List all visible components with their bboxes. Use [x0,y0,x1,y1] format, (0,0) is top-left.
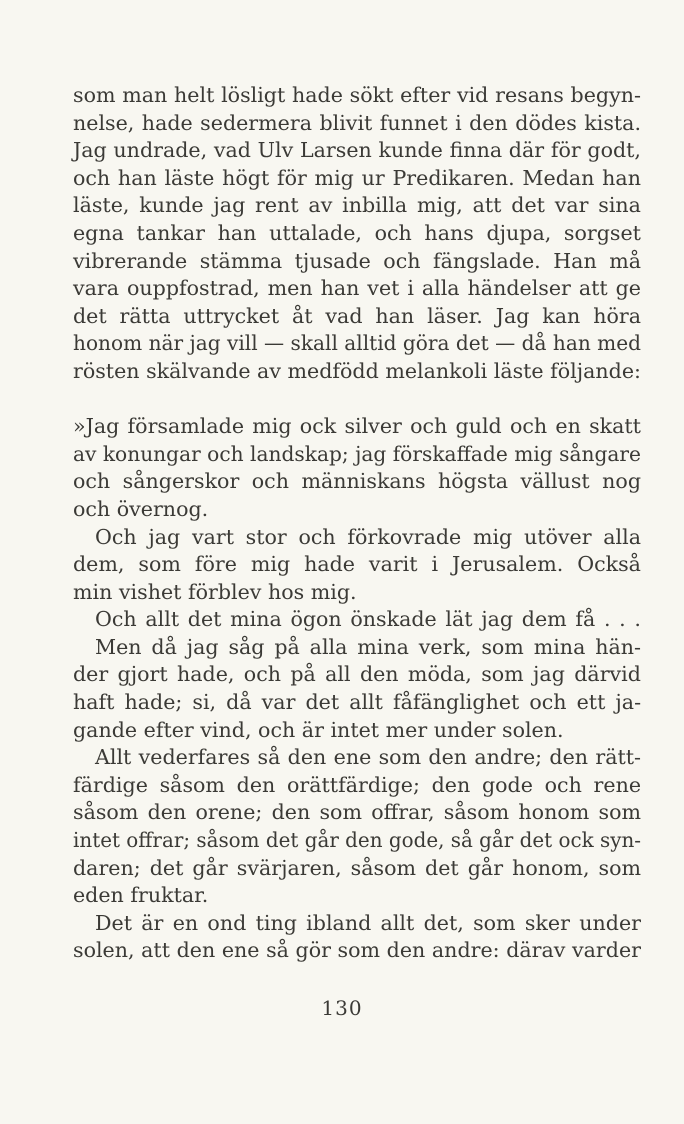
text-line: dem, som före mig hade varit i Jerusalem. Också [73,552,641,577]
text-line: Jag undrade, vad Ulv Larsen kunde finna där för godt, [73,138,641,163]
text-line: gande efter vind, och är intet mer under solen. [73,717,564,742]
text-line: vara ouppfostrad, men han vet i alla händelser att ge [73,276,641,301]
text-line: haft hade; si, då var det allt fåfänglighet och ett ja- [73,690,642,715]
text-line: det rätta uttrycket åt vad han läser. Jag kan höra [73,303,641,328]
text-line: rösten skälvande av medfödd melankoli läste följande: [73,358,641,383]
text-line: som man helt lösligt hade sökt efter vid resans begyn- [73,83,641,107]
page-number: 130 [321,996,363,1020]
text-line: Men då jag såg på alla mina verk, som mina hän- [95,634,641,659]
text-line: av konungar och landskap; jag förskaffade mig sångare [73,441,641,466]
text-line: »Jag församlade mig ock silver och guld och en skatt [73,414,641,439]
text-line: och han läste högt för mig ur Predikaren. Medan han [73,165,641,190]
text-line: såsom den orene; den som offrar, såsom honom som [73,800,642,825]
text-line: der gjort hade, och på all den möda, som jag därvid [73,662,641,687]
text-line: Det är en ond ting ibland allt det, som sker under [95,910,641,935]
text-line: eden fruktar. [73,883,209,908]
text-line: solen, att den ene så gör som den andre: därav varder [73,938,641,963]
text-line: nelse, hade sedermera blivit funnet i den dödes kista. [73,110,641,135]
text-line: egna tankar han uttalade, och hans djupa, sorgset [73,220,641,245]
text-line: intet offrar; såsom det går den gode, så går det ock syn- [73,828,642,853]
text-line: och sångerskor och människans högsta vällust nog [73,469,642,494]
text-line: Allt vederfares så den ene som den andre; den rätt- [95,745,641,770]
text-line: min vishet förblev hos mig. [73,579,357,604]
text-line: daren; det går svärjaren, såsom det går honom, som [73,855,642,880]
text-line: honom när jag vill — skall alltid göra det — då han med [73,331,642,356]
text-line [73,386,641,414]
text-line: färdige såsom den orättfärdige; den gode och rene [73,772,642,797]
text-line: Och jag vart stor och förkovrade mig utöver alla [95,524,641,549]
text-line: vibrerande stämma tjusade och fängslade. Han må [73,248,642,273]
text-line: läste, kunde jag rent av inbilla mig, att det var sina [73,193,641,218]
body-text [73,82,641,965]
text-line: Och allt det mina ögon önskade lät jag dem få . . . [95,607,641,632]
text-line: och övernog. [73,496,209,521]
